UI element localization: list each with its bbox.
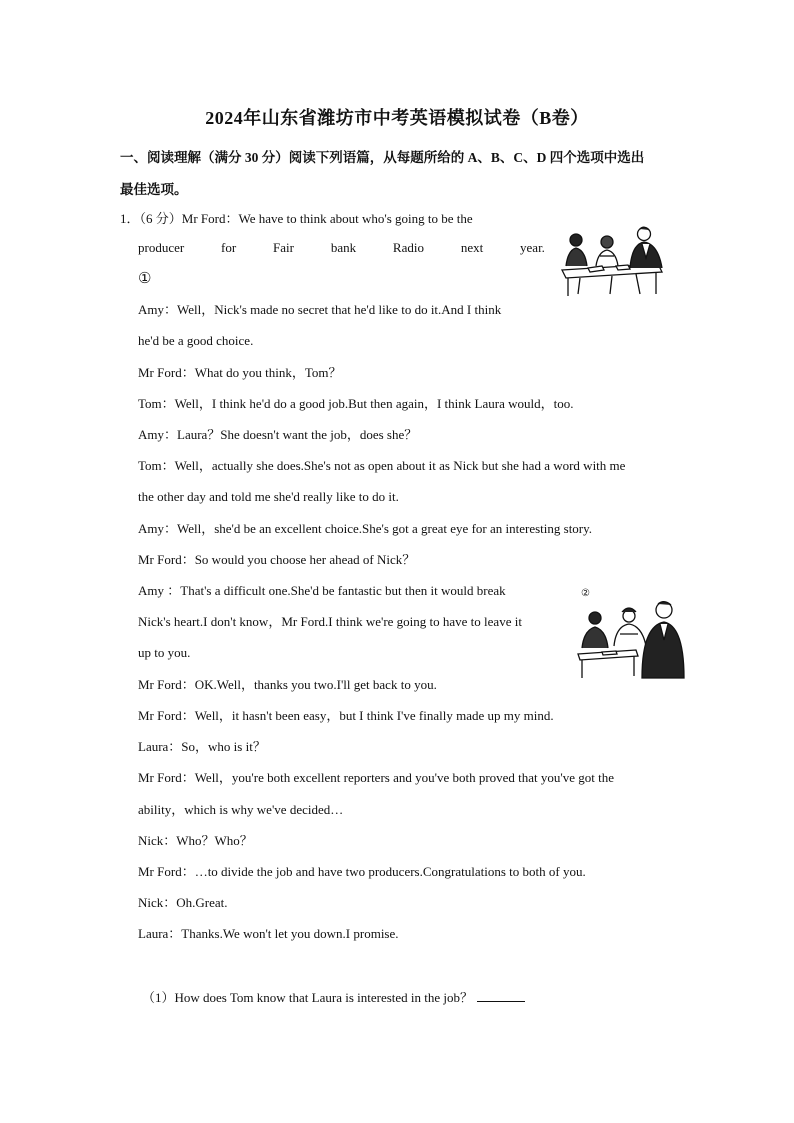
question-intro-justified: [138, 240, 545, 256]
dialogue-line: Nick's heart.I don't know，Mr Ford.I think we're going to have to leave it: [138, 614, 522, 629]
page-title: 2024年山东省潍坊市中考英语模拟试卷（B卷）: [205, 108, 589, 128]
question-header: [120, 208, 473, 227]
illustration-meeting-2: [576, 596, 686, 680]
intro-word: for: [221, 240, 237, 255]
dialogue-line: Mr Ford：Well，it hasn't been easy，but I think I've finally made up my mind.: [138, 708, 554, 723]
question-points: （6 分）: [139, 211, 182, 226]
intro-word: year.: [520, 240, 545, 255]
dialogue-line: Laura：Thanks.We won't let you down.I promise.: [138, 926, 399, 941]
intro-word: Fair: [273, 240, 294, 255]
answer-blank[interactable]: [477, 989, 525, 1002]
dialogue-line: Nick：Oh.Great.: [138, 895, 228, 910]
dialogue-line: up to you.: [138, 645, 191, 660]
dialogue-line: Laura：So，who is it？: [138, 739, 266, 754]
dialogue-line: ability，which is why we've decided…: [138, 802, 344, 817]
dialogue-line: the other day and told me she'd really like to do it.: [138, 489, 399, 504]
intro-word: next: [460, 240, 484, 255]
illustration-meeting-1: [558, 222, 668, 298]
dialogue-line: Mr Ford：So would you choose her ahead of Nick？: [138, 552, 416, 567]
section-instruction-line2: 最佳选项。: [120, 182, 188, 197]
intro-word: producer: [138, 240, 185, 255]
picture-marker-1: ①: [138, 271, 152, 287]
dialogue-line: Mr Ford：What do you think，Tom？: [138, 365, 342, 380]
dialogue-line: Tom：Well，I think he'd do a good job.But then again，I think Laura would，too.: [138, 396, 574, 411]
intro-word: bank: [330, 240, 357, 255]
question-number: 1．: [120, 211, 140, 226]
dialogue-line: Mr Ford：…to divide the job and have two producers.Congratulations to both of you.: [138, 864, 586, 879]
dialogue-line: Nick：Who？Who？: [138, 833, 253, 848]
dialogue-line: Mr Ford：Well，you're both excellent reporters and you've both proved that you've got the: [138, 770, 615, 785]
dialogue-line: Amy：Well，Nick's made no secret that he'd like to do it.And I think: [138, 302, 502, 317]
sub-question-1: [142, 989, 525, 1006]
intro-word: Radio: [392, 240, 424, 255]
dialogue-line: he'd be a good choice.: [138, 333, 254, 348]
dialogue-line: Amy：Well，she'd be an excellent choice.She's got a great eye for an interesting story.: [138, 521, 593, 536]
dialogue-line: Amy ：That's a difficult one.She'd be fantastic but then it would break: [138, 583, 506, 598]
picture-marker-2: ②: [581, 588, 590, 599]
dialogue-line: Tom：Well，actually she does.She's not as open about it as Nick but she had a word with me: [138, 458, 626, 473]
dialogue-line: Mr Ford：OK.Well，thanks you two.I'll get back to you.: [138, 677, 437, 692]
question-intro: Mr Ford：We have to think about who's going to be the: [181, 211, 473, 226]
section-instruction-line1: 一、阅读理解（满分 30 分）阅读下列语篇，从每题所给的 A、B、C、D 四个选项中选出: [120, 150, 645, 165]
sub-question-text: （1）How does Tom know that Laura is interested in the job？: [142, 990, 474, 1005]
dialogue-line: Amy：Laura？She doesn't want the job，does she？: [138, 427, 418, 442]
